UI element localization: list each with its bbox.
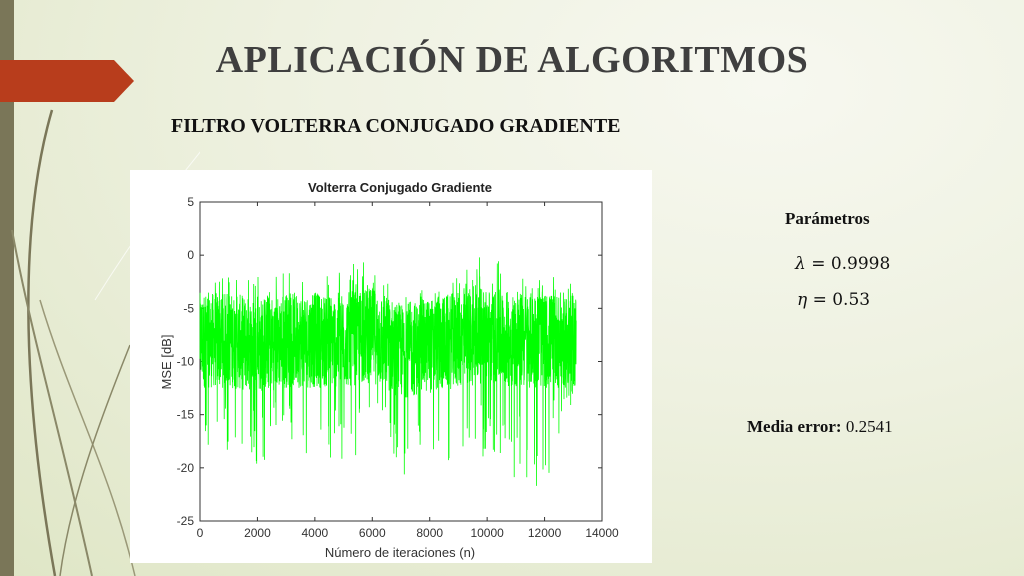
slide-subtitle: FILTRO VOLTERRA CONJUGADO GRADIENTE — [171, 115, 621, 137]
x-tick-label: 0 — [196, 526, 204, 540]
x-tick-label: 12000 — [527, 526, 562, 540]
plot-area — [177, 195, 619, 540]
x-tick-label: 10000 — [470, 526, 504, 540]
y-tick-label: -25 — [176, 514, 194, 528]
y-tick-label: 5 — [187, 195, 194, 209]
chart-title: Volterra Conjugado Gradiente — [308, 180, 492, 195]
y-axis-label: MSE [dB] — [159, 334, 174, 390]
parameters-heading: Parámetros — [785, 209, 870, 228]
x-tick-label: 2000 — [244, 526, 271, 540]
media-error-value: 0.2541 — [845, 417, 893, 436]
eta-parameter — [797, 290, 870, 310]
y-tick-label: -20 — [176, 460, 194, 475]
y-tick-label: -5 — [183, 301, 194, 316]
chart-panel — [130, 170, 652, 563]
lambda-parameter — [795, 254, 890, 274]
x-tick-label: 4000 — [301, 526, 329, 540]
mse-chart — [130, 170, 652, 563]
x-tick-label: 8000 — [416, 526, 444, 540]
x-tick-label: 6000 — [358, 526, 386, 540]
lambda-value: = 0.9998 — [811, 254, 891, 274]
slide-title: APLICACIÓN DE ALGORITMOS — [215, 39, 809, 81]
eta-value: = 0.53 — [812, 290, 871, 310]
media-error-label: Media error: — [747, 417, 842, 436]
x-axis-label: Número de iteraciones (n) — [324, 545, 476, 560]
lambda-symbol: λ — [795, 254, 806, 274]
y-tick-label: -15 — [176, 407, 194, 422]
y-tick-label: 0 — [187, 248, 194, 263]
media-error — [747, 417, 893, 437]
y-tick-label: -10 — [176, 354, 194, 369]
x-tick-label: 14000 — [585, 526, 619, 540]
eta-symbol: η — [797, 290, 808, 310]
